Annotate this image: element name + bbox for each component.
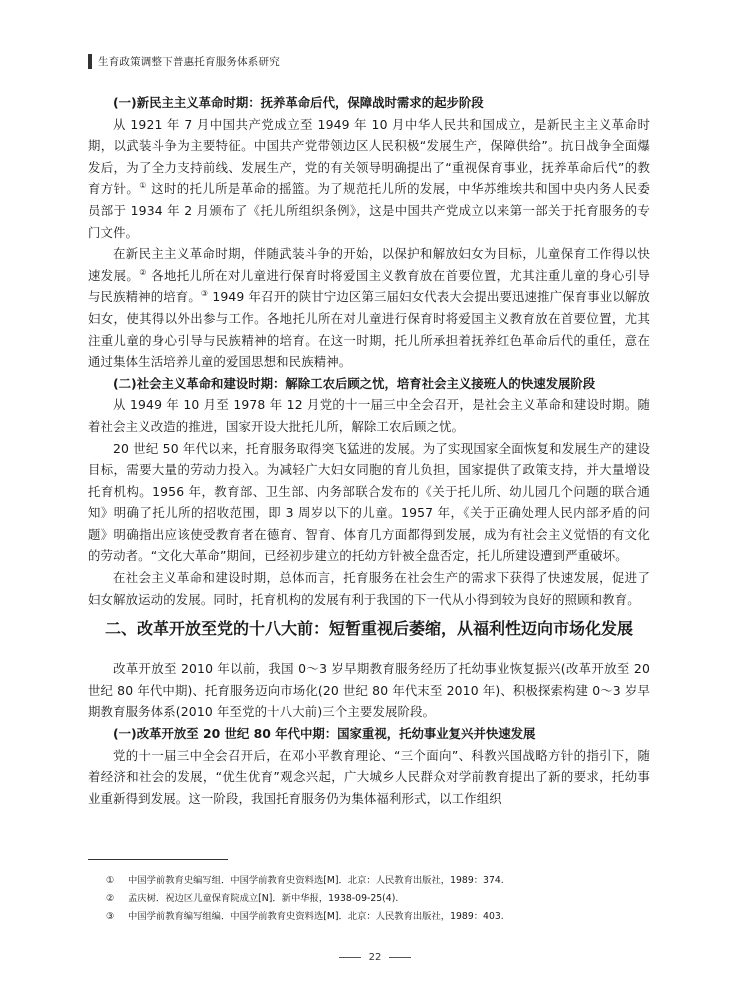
footnote-mark: ① [106,875,115,886]
footnote-mark: ② [106,893,115,904]
footnote-text: 中国学前教育编写组编．中国学前教育史资料选[M]．北京：人民教育出版社，1989：403. [128,911,504,922]
page-number-dash-left [339,957,361,958]
paragraph-5: 在社会主义革命和建设时期，总体而言，托育服务在社会生产的需求下获得了快速发展，促进了妇女解放运动的发展。同时，托育机构的发展有利于我国的下一代从小得到较为良好的照顾和教育。 [88,570,650,607]
page-number-dash-right [389,957,411,958]
paragraph-1: 从 1921 年 7 月中国共产党成立至 1949 年 10 月中华人民共和国成立，是新民主主义革命时期，以武装斗争为主要特征。中国共产党带领边区人民积极“发展生产，保障供给”。抗日战争全面爆发后，为了全力支持前线、发展生产，党的有关领导明确提出了“重视保育事业，抚养革命后代”的教育方针。① 这时的托儿所是革命的摇篮。为了规范托儿所的发展，中华苏维埃共和国中央内务人民委员部于 1934 年 2 月颁布了《托儿所组织条例》，这是中国共产党成立以来第一部关于托育服务的专门文件。 [88,116,650,240]
running-header [88,53,280,69]
paragraph-4: 20 世纪 50 年代以来，托育服务取得突飞猛进的发展。为了实现国家全面恢复和发展生产的建设目标，需要大量的劳动力投入。为减轻广大妇女同胞的育儿负担，国家提供了政策支持，并大量增设托育机构。1956 年，教育部、卫生部、内务部联合发布的《关于托儿所、幼儿园几个问题的联合通知》明确了托儿所的招收范围，即 3 周岁以下的儿童。1957 年，《关于正确处理人民内部矛盾的问题》明确指出应该使受教育者在德育、智育、体育几方面都得到发展，成为有社会主义觉悟的有文化的劳动者。“文化大革命”期间，已经初步建立的托幼方针被全盘否定，托儿所建设遭到严重破坏。 [88,440,650,564]
footnotes [88,872,650,926]
footnote-item [88,890,650,908]
paragraph-7: 党的十一届三中全会召开后，在邓小平教育理论、“三个面向”、科教兴国战略方针的指引下，随着经济和社会的发展，“优生优育”观念兴起，广大城乡人民群众对学前教育提出了新的要求，托幼事业重新得到发展。这一阶段，我国托育服务仍为集体福利形式，以工作组织 [88,747,650,806]
footnote-text: 中国学前教育史编写组．中国学前教育史资料选[M]．北京：人民教育出版社，1989：374. [128,875,504,886]
header-bar [88,54,92,69]
section-heading-2: (二)社会主义革命和建设时期：解除工农后顾之忧，培育社会主义接班人的快速发展阶段 [113,375,596,391]
footnote-item [88,872,650,890]
footnote-text: 孟庆树．祝边区儿童保育院成立[N]．新中华报，1938-09-25(4). [128,893,399,904]
section-heading-1: (一)新民主主义革命时期：抚养革命后代，保障战时需求的起步阶段 [113,95,484,110]
paragraph-3: 从 1949 年 10 月至 1978 年 12 月党的十一届三中全会召开，是社会主义革命和建设时期。随着社会主义改造的推进，国家开设大批托儿所，解除工农后顾之忧。 [88,397,650,434]
running-title: 生育政策调整下普惠托育服务体系研究 [98,55,280,68]
footnote-ref-1[interactable]: ① [139,181,147,191]
page-number [0,952,750,963]
footnote-divider [88,859,228,860]
page-number-value: 22 [368,952,382,963]
chapter-heading: 二、改革开放至党的十八大前：短暂重视后萎缩，从福利性迈向市场化发展 [104,619,633,639]
section-heading-3: (一)改革开放至 20 世纪 80 年代中期：国家重视，托幼事业复兴并快速发展 [113,726,536,742]
paragraph-6: 改革开放至 2010 年以前，我国 0～3 岁早期教育服务经历了托幼事业恢复振兴(改革开放至 20 世纪 80 年代中期)、托育服务迈向市场化(20 世纪 80 年代末至 2010 年)、积极探索构建 0～3 岁早期教育服务体系(2010 年至党的十八大前)三个主要发展阶段。 [88,661,650,720]
footnote-ref-2[interactable]: ② [139,267,147,277]
paragraph-2: 在新民主主义革命时期，伴随武装斗争的开始，以保护和解放妇女为目标，儿童保育工作得以快速发展。② 各地托儿所在对儿童进行保育时将爱国主义教育放在首要位置，尤其注重儿童的身心引导与民族精神的培育。③ 1949 年召开的陕甘宁边区第三届妇女代表大会提出要迅速推广保育事业以解放妇女，使其得以外出参与工作。各地托儿所在对儿童进行保育时将爱国主义教育放在首要位置，尤其注重儿童的身心引导与民族精神的培育。在这一时期，托儿所承担着抚养红色革命后代的重任，意在通过集体生活培养儿童的爱国思想和民族精神。 [88,246,650,370]
main-content [88,92,650,809]
footnote-item [88,908,650,926]
footnote-mark: ③ [106,911,115,922]
footnote-ref-3[interactable]: ③ [200,289,209,299]
